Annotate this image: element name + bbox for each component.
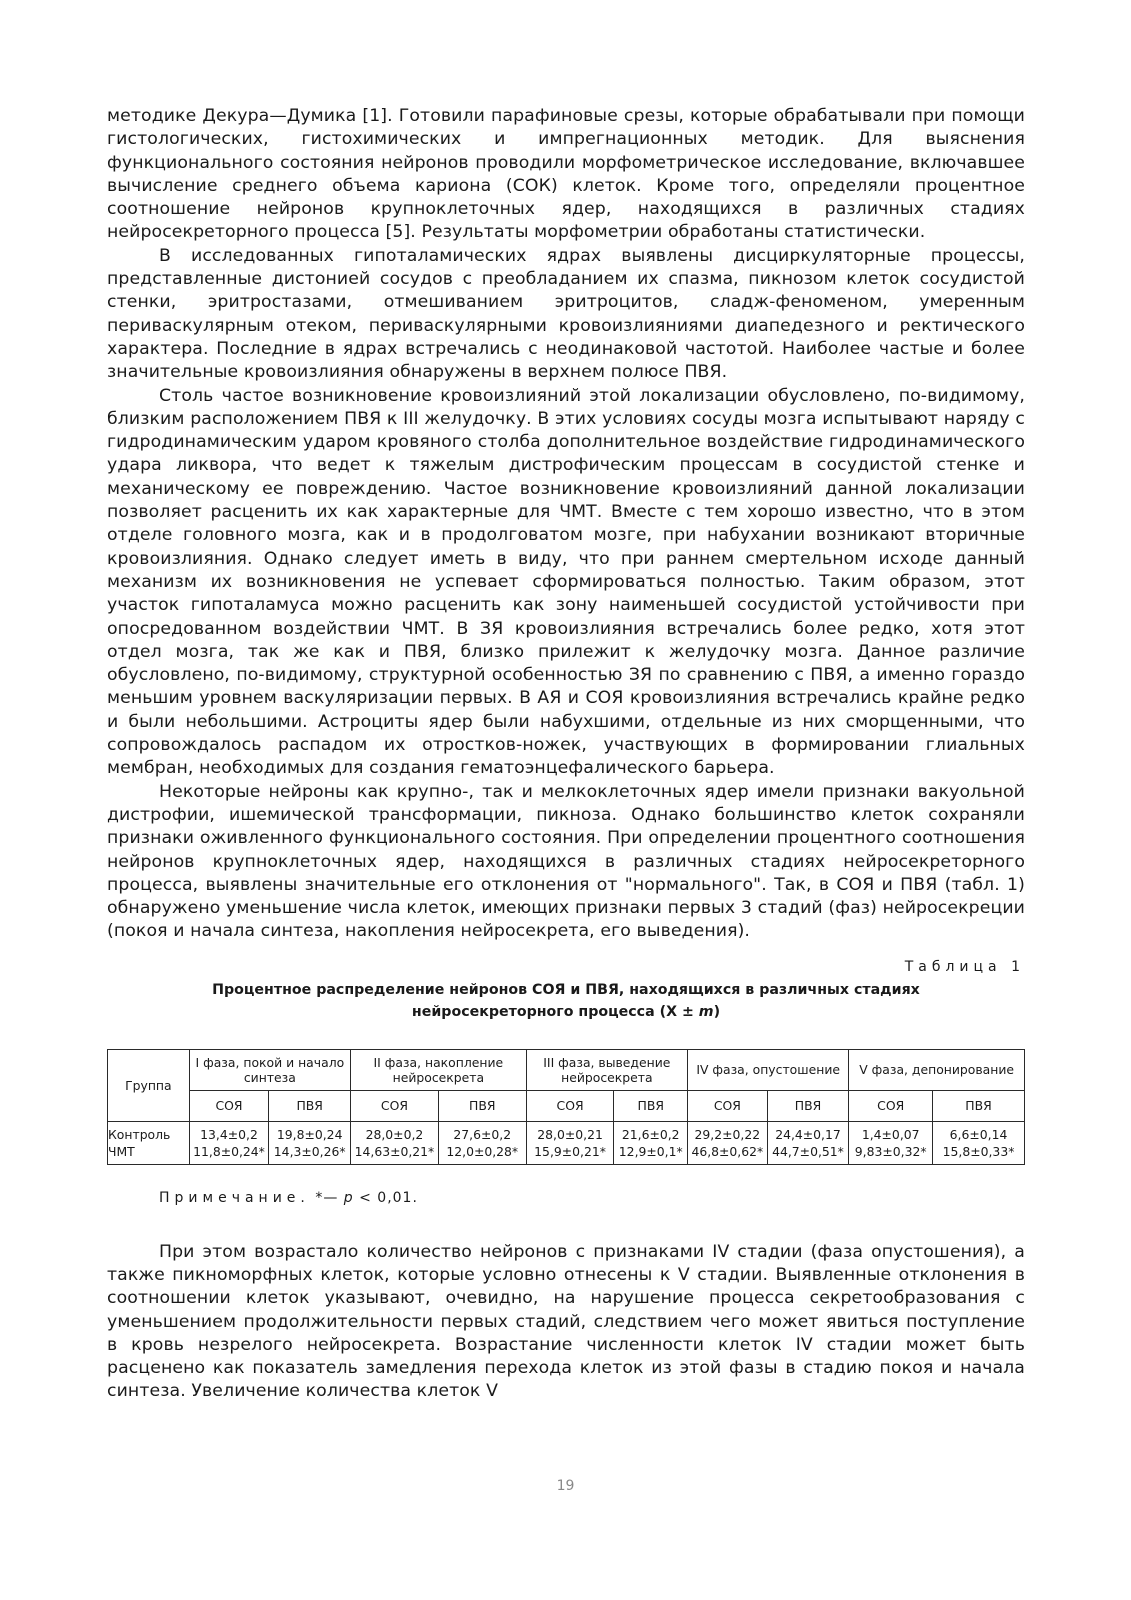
group-header: Группа (108, 1049, 190, 1121)
control-value: 29,2±0,22 (694, 1126, 761, 1142)
table-cell (688, 1121, 768, 1164)
tbi-value: 46,8±0,62* (691, 1143, 764, 1159)
note-suffix: < 0,01. (353, 1189, 418, 1206)
group-cell (108, 1121, 190, 1164)
tbi-value: 15,8±0,33* (942, 1143, 1015, 1159)
table-title (107, 979, 1025, 1023)
table-cell (351, 1121, 439, 1164)
control-value: 6,6±0,14 (949, 1126, 1008, 1142)
note-p: p (343, 1189, 354, 1206)
control-value: 28,0±0,2 (365, 1126, 424, 1142)
sub-header: СОЯ (849, 1090, 933, 1121)
paragraph-1: методике Декура—Думика [1]. Готовили парафиновые срезы, которые обрабатывали при помощи гистологических, гистохимических и импрегнационных методик. Для выяснения функционального состояния нейронов проводили морфометрическое исследование, включавшее вычисление среднего объема кариона (СОК) клеток. Кроме того, определяли процентное соотношение нейронов крупноклеточных ядер, находящихся в различных стадиях нейросекреторного процесса [5]. Результаты морфометрии обработаны статистически. (107, 106, 1025, 243)
table-row (108, 1121, 1025, 1164)
paragraph-4: Некоторые нейроны как крупно-, так и мелкоклеточных ядер имели признаки вакуольной дистрофии, ишемической трансформации, пикноза. Однако большинство клеток сохраняли признаки оживленного функционального состояния. При определении процентного соотношения нейронов крупноклеточных ядер, находящихся в различных стадиях нейросекреторного процесса, выявлены значительные его отклонения от "нормального". Так, в СОЯ и ПВЯ (табл. 1) обнаружено уменьшение числа клеток, имеющих признаки первых 3 стадий (фаз) нейросекреции (покоя и начала синтеза, накопления нейросекрета, его выведения). (107, 781, 1025, 942)
table-cell (849, 1121, 933, 1164)
page-number: 19 (556, 1478, 575, 1494)
sub-header: ПВЯ (438, 1090, 526, 1121)
paragraph-5: При этом возрастало количество нейронов с признаками IV стадии (фаза опустошения), а также пикноморфных клеток, которые условно отнесены к V стадии. Выявленные отклонения в соотношении клеток указывают, очевидно, на нарушение процесса секретообразования с уменьшением продолжительности первых стадий, следствием чего может явиться поступление в кровь незрелого нейросекрета. Возрастание численности клеток IV стадии может быть расценено как показатель замедления перехода клеток из этой фазы в стадию покоя и начала синтеза. Увеличение количества клеток V (107, 1241, 1025, 1402)
sub-header: ПВЯ (269, 1090, 351, 1121)
control-value: 19,8±0,24 (276, 1126, 343, 1142)
paragraph-2: В исследованных гипоталамических ядрах выявлены дисциркуляторные процессы, представленные дистонией сосудов с преобладанием их спазма, пикнозом клеток сосудистой стенки, эритростазами, отмешиванием эритроцитов, сладж-феноменом, умеренным периваскулярным отеком, периваскулярными кровоизлияниями диапедезного и ректического характера. Последние в ядрах встречались с неодинаковой частотой. Наиболее частые и более значительные кровоизлияния обнаружены в верхнем полюсе ПВЯ. (107, 245, 1025, 383)
table-title-line-2-prefix: нейросекреторного процесса (X ± (411, 1003, 699, 1020)
tbi-value: 11,8±0,24* (193, 1143, 265, 1159)
sub-header: ПВЯ (767, 1090, 849, 1121)
phase-header-1: I фаза, покой и начало синтеза (189, 1049, 350, 1090)
control-value: 1,4±0,07 (861, 1126, 920, 1142)
phase-header-4: IV фаза, опустошение (688, 1049, 849, 1090)
table-cell (526, 1121, 614, 1164)
control-value: 13,4±0,2 (200, 1126, 258, 1142)
table-title-line-2-suffix: ) (713, 1003, 721, 1020)
sub-header: СОЯ (688, 1090, 768, 1121)
sub-header: СОЯ (189, 1090, 269, 1121)
phase-header-3: III фаза, выведение нейросекрета (526, 1049, 687, 1090)
table-note (159, 1187, 1025, 1209)
sub-header: ПВЯ (614, 1090, 688, 1121)
tbi-value: 14,3±0,26* (273, 1143, 346, 1159)
control-value: 21,6±0,2 (621, 1126, 680, 1142)
sub-header: СОЯ (351, 1090, 439, 1121)
tbi-value: 14,63±0,21* (354, 1143, 435, 1159)
group-name-control: Контроль (108, 1126, 171, 1142)
tbi-value: 12,9±0,1* (618, 1143, 683, 1159)
table-cell (767, 1121, 849, 1164)
note-label: Примечание. (159, 1189, 310, 1206)
control-value: 24,4±0,17 (775, 1126, 841, 1142)
sub-header: ПВЯ (933, 1090, 1025, 1121)
table-cell (269, 1121, 351, 1164)
table-cell (933, 1121, 1025, 1164)
control-value: 28,0±0,21 (537, 1126, 603, 1142)
sub-header: СОЯ (526, 1090, 614, 1121)
phase-header-5: V фаза, депонирование (849, 1049, 1025, 1090)
table-title-m: m (698, 1003, 714, 1020)
note-prefix: *— (315, 1189, 344, 1206)
tbi-value: 15,9±0,21* (534, 1143, 606, 1159)
table-title-line-2 (107, 1001, 1025, 1023)
tbi-value: 12,0±0,28* (446, 1143, 519, 1159)
data-table (107, 1049, 1025, 1165)
page-content (107, 105, 1025, 1404)
table-label: Таблица 1 (904, 958, 1025, 975)
control-value: 27,6±0,2 (453, 1126, 512, 1142)
table-cell (614, 1121, 688, 1164)
table-cell (189, 1121, 269, 1164)
paragraph-3: Столь частое возникновение кровоизлияний этой локализации обусловлено, по-видимому, близким расположением ПВЯ к III желудочку. В этих условиях сосуды мозга испытывают наряду с гидродинамическим ударом кровяного столба дополнительное воздействие гидродинамического удара ликвора, что ведет к тяжелым дистрофическим процессам в сосудистой стенке и механическому ее повреждению. Частое возникновение кровоизлияний данной локализации позволяет расценить их как характерные для ЧМТ. Вместе с тем хорошо известно, что в этом отделе головного мозга, как и в продолговатом мозге, при набухании возникают вторичные кровоизлияния. Однако следует иметь в виду, что при раннем смертельном исходе данный механизм их возникновения не успевает сформироваться полностью. Таким образом, этот участок гипоталамуса можно расценить как зону наименьшей сосудистой устойчивости при опосредованном воздействии ЧМТ. В ЗЯ кровоизлияния встречались более редко, хотя этот отдел мозга, так же как и ПВЯ, близко прилежит к желудочку мозга. Данное различие обусловлено, по-видимому, структурной особенностью ЗЯ по сравнению с ПВЯ, а именно гораздо меньшим уровнем васкуляризации первых. В АЯ и СОЯ кровоизлияния встречались крайне редко и были небольшими. Астроциты ядер были набухшими, отдельные из них сморщенными, что сопровождалось распадом их отростков-ножек, участвующих в формировании глиальных мембран, необходимых для создания гематоэнцефалического барьера. (107, 385, 1025, 779)
table-cell (438, 1121, 526, 1164)
phase-header-2: II фаза, накопление нейросекрета (351, 1049, 527, 1090)
group-name-tbi: ЧМТ (108, 1143, 135, 1159)
tbi-value: 9,83±0,32* (854, 1143, 927, 1159)
tbi-value: 44,7±0,51* (772, 1143, 844, 1159)
table-title-line-1: Процентное распределение нейронов СОЯ и ПВЯ, находящихся в различных стадиях (212, 981, 920, 998)
